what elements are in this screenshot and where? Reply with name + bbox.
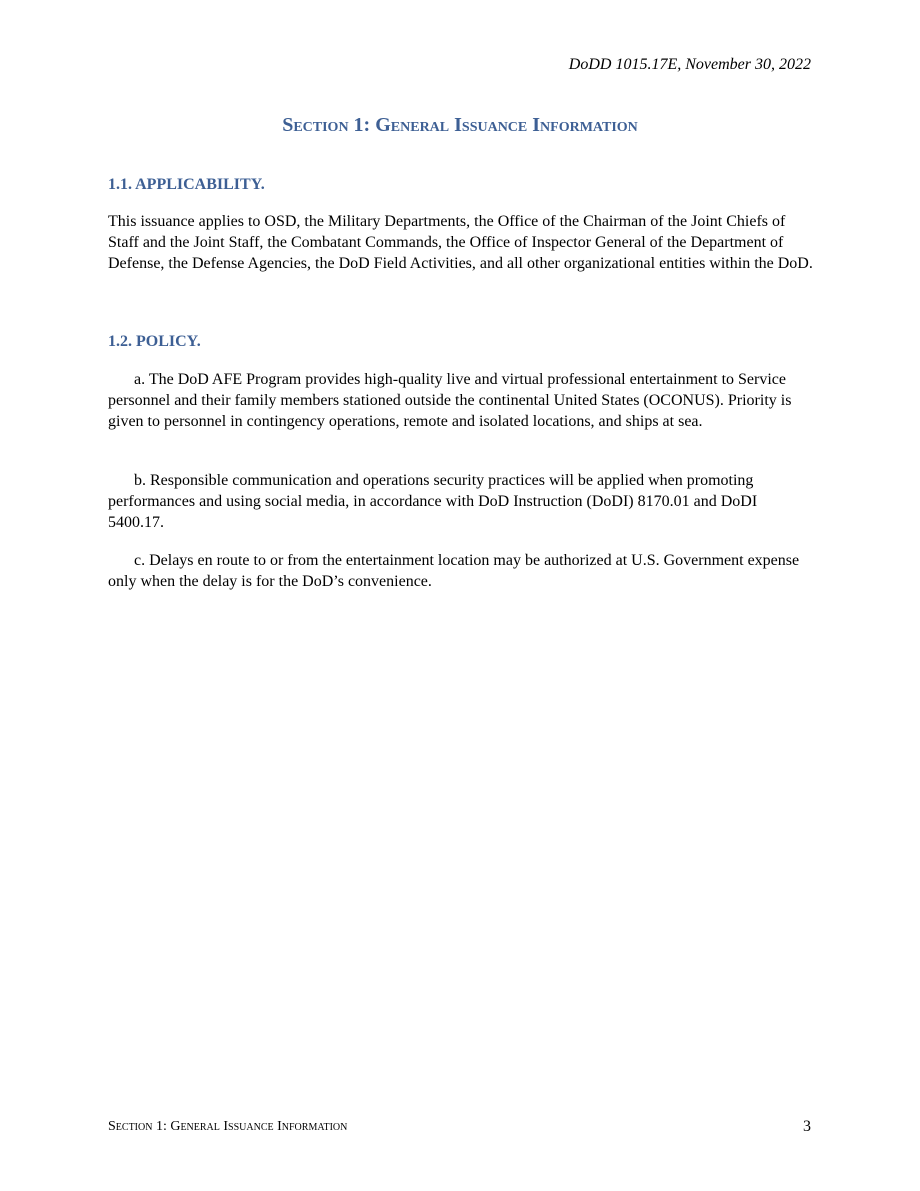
paragraph-policy-b: b. Responsible communication and operations security practices will be applied when promoting performances and using social media, in accordance with DoD Instruction (DoDI) 8170.01 and DoDI 5400.17. [108,472,758,531]
page-number: 3 [803,1118,811,1135]
footer-section-label: Section 1: General Issuance Information [108,1119,348,1134]
section-title: Section 1: General Issuance Information [282,114,638,136]
paragraph-policy-c: c. Delays en route to or from the entertainment location may be authorized at U.S. Government expense only when the delay is for the DoD’s convenience. [108,552,800,590]
heading-policy: 1.2. POLICY. [108,333,201,350]
paragraph-policy-a: a. The DoD AFE Program provides high-quality live and virtual professional entertainment to Service personnel and their family members stationed outside the continental United States (OCONUS). Priority is given to personnel in contingency operations, remote and isolated locations, and ships at sea. [108,371,792,430]
running-header: DoDD 1015.17E, November 30, 2022 [568,56,811,73]
paragraph-applicability: This issuance applies to OSD, the Military Departments, the Office of the Chairman of the Joint Chiefs of Staff and the Joint Staff, the Combatant Commands, the Office of Inspector General of the Department of Defense, the Defense Agencies, the DoD Field Activities, and all other organizational entities within the DoD. [108,213,813,272]
heading-applicability: 1.1. APPLICABILITY. [108,176,265,193]
